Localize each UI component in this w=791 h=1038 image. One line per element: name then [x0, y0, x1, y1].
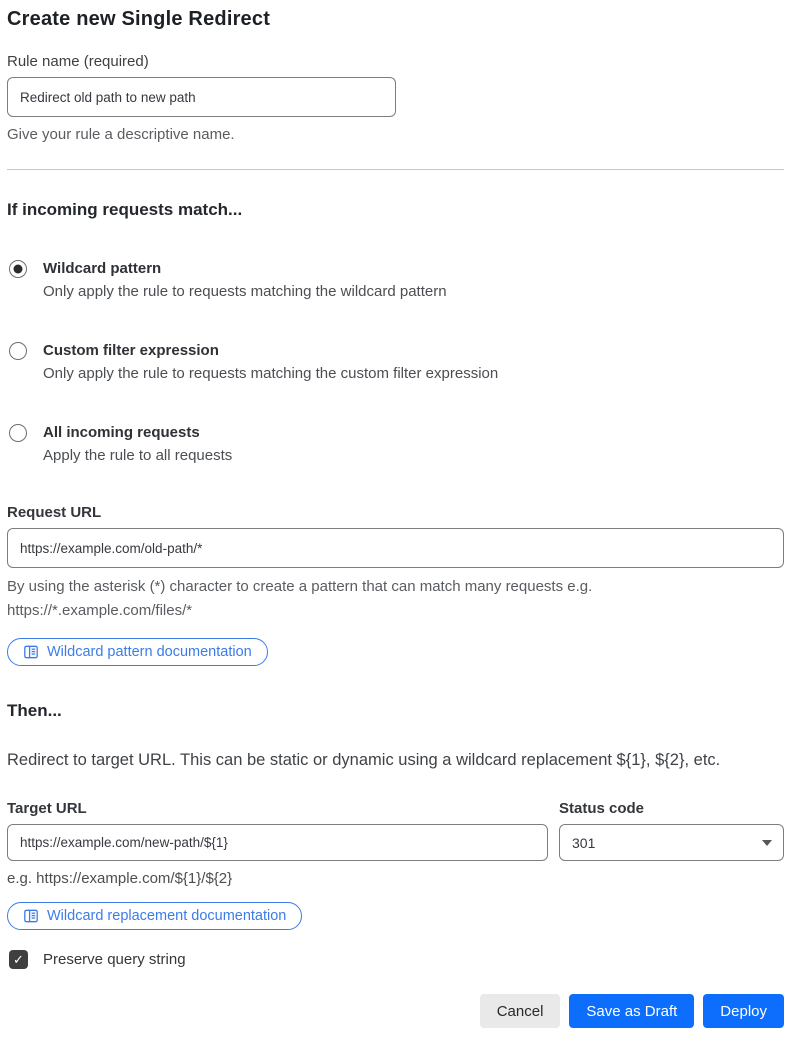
radio-option-custom-filter[interactable] — [7, 340, 784, 386]
request-url-label: Request URL — [7, 504, 102, 521]
radio-label: All incoming requests — [43, 424, 200, 441]
rule-name-label: Rule name (required) — [7, 53, 149, 70]
checkbox-checked-icon[interactable] — [9, 950, 28, 969]
preserve-query-string-label: Preserve query string — [43, 951, 186, 968]
radio-label: Custom filter expression — [43, 342, 219, 359]
status-code-select[interactable] — [559, 824, 784, 861]
rule-name-field — [7, 53, 784, 147]
preserve-query-string-checkbox-row[interactable] — [7, 950, 784, 969]
target-status-row — [7, 800, 784, 861]
target-url-helper: e.g. https://example.com/${1}/${2} — [7, 870, 233, 887]
wildcard-pattern-docs-button[interactable] — [7, 638, 268, 666]
footer-actions — [7, 994, 784, 1028]
section-divider — [7, 169, 784, 170]
page-title: Create new Single Redirect — [7, 8, 271, 30]
radio-option-wildcard-pattern[interactable] — [7, 258, 784, 304]
radio-label: Wildcard pattern — [43, 260, 162, 277]
book-icon — [23, 908, 39, 924]
radio-description: Only apply the rule to requests matching the custom filter expression — [43, 365, 499, 382]
then-section-heading: Then... — [7, 701, 62, 720]
doc-button-label: Wildcard replacement documentation — [47, 908, 287, 924]
radio-unselected-icon[interactable] — [9, 424, 27, 442]
match-section-heading: If incoming requests match... — [7, 200, 243, 219]
target-url-input[interactable] — [7, 824, 548, 861]
radio-option-all-requests[interactable] — [7, 422, 784, 468]
rule-name-input[interactable] — [7, 77, 396, 117]
request-url-input[interactable] — [7, 528, 784, 568]
then-section-description: Redirect to target URL. This can be static or dynamic using a wildcard replacement ${1}, ${2}, etc. — [7, 751, 721, 769]
request-url-field — [7, 504, 784, 623]
request-url-helper-line2: https://*.example.com/files/* — [7, 602, 193, 619]
save-as-draft-button[interactable]: Save as Draft — [569, 994, 694, 1028]
status-code-field — [559, 800, 784, 861]
wildcard-replacement-docs-button[interactable] — [7, 902, 302, 930]
radio-unselected-icon[interactable] — [9, 342, 27, 360]
deploy-button[interactable]: Deploy — [703, 994, 784, 1028]
target-url-field — [7, 800, 548, 861]
checkmark-icon: ✓ — [13, 952, 24, 967]
radio-description: Only apply the rule to requests matching the wildcard pattern — [43, 283, 447, 300]
match-type-radio-group — [7, 258, 784, 468]
target-url-label: Target URL — [7, 800, 87, 817]
rule-name-helper: Give your rule a descriptive name. — [7, 126, 235, 143]
request-url-helper — [7, 575, 784, 623]
status-code-label: Status code — [559, 800, 645, 817]
cancel-button[interactable]: Cancel — [480, 994, 561, 1028]
radio-selected-icon[interactable] — [9, 260, 27, 278]
request-url-helper-line1: By using the asterisk (*) character to create a pattern that can match many requests e.g. — [7, 578, 593, 595]
doc-button-label: Wildcard pattern documentation — [47, 644, 252, 660]
book-icon — [23, 644, 39, 660]
radio-description: Apply the rule to all requests — [43, 447, 233, 464]
